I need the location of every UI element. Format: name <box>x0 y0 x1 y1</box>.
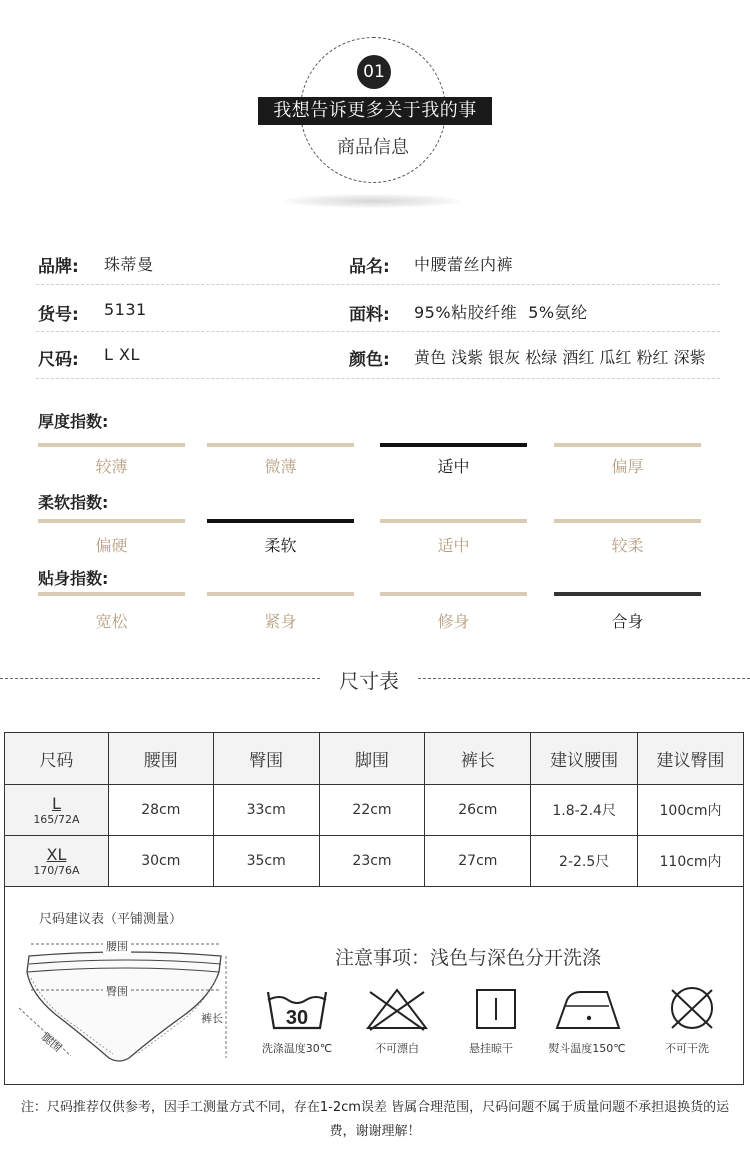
info-divider <box>36 331 720 332</box>
thickness-index-title: 厚度指数: <box>38 412 109 431</box>
measurement-guide <box>4 886 744 1085</box>
section-title: 我想告诉更多关于我的事 <box>258 97 492 125</box>
thickness-option: 微薄 <box>264 457 297 476</box>
fit-option: 紧身 <box>264 612 297 631</box>
softness-bar-4 <box>554 519 701 523</box>
header-shadow <box>283 194 463 208</box>
softness-option-selected: 柔软 <box>264 536 297 555</box>
thickness-option: 较薄 <box>95 457 128 476</box>
wash-30-icon <box>262 986 332 1034</box>
table-cell: 23cm <box>319 836 425 887</box>
color-label: 颜色: <box>349 350 390 370</box>
table-cell: 22cm <box>319 785 425 836</box>
size-fit: 165/72A <box>33 812 80 826</box>
thickness-option: 偏厚 <box>611 457 644 476</box>
care-title: 注意事项：浅色与深色分开洗涤 <box>335 947 602 969</box>
care-item-no-bleach <box>352 986 442 1056</box>
fit-option: 修身 <box>437 612 470 631</box>
size-chart-heading <box>0 664 750 692</box>
info-row-1 <box>0 252 750 282</box>
size-chart-title: 尺寸表 <box>339 669 399 693</box>
softness-bar-1 <box>38 519 185 523</box>
section-subtitle: 商品信息 <box>337 137 409 158</box>
care-item-iron <box>542 986 632 1056</box>
color-value: 黄色 浅紫 银灰 松绿 酒红 瓜红 粉红 深紫 <box>414 348 706 367</box>
fabric-label: 面料: <box>349 305 390 325</box>
table-cell: 1.8-2.4尺 <box>531 785 638 836</box>
column-header: 建议臀围 <box>638 733 744 785</box>
size-cell <box>5 836 109 887</box>
no-dry-clean-icon <box>652 986 722 1034</box>
guide-title: 尺码建议表（平铺测量） <box>39 912 183 927</box>
footnote: 注：尺码推荐仅供参考，因手工测量方式不同，存在1-2cm误差 皆属合理范围，尺码问题不属于质量问题不承担退换货的运费，谢谢理解！ <box>20 1100 730 1139</box>
softness-option: 较柔 <box>611 536 644 555</box>
sku-value: 5131 <box>104 300 147 319</box>
wash-temp-text: 30 <box>285 1007 309 1029</box>
care-label: 不可干洗 <box>665 1042 709 1055</box>
brand-label: 品牌: <box>38 257 79 277</box>
care-label: 悬挂晾干 <box>469 1042 513 1055</box>
softness-index-title: 柔软指数: <box>38 493 109 512</box>
leg-label: 腿围 <box>39 1030 65 1055</box>
softness-bar-3 <box>380 519 527 523</box>
column-header: 腰围 <box>108 733 213 785</box>
table-row <box>5 785 744 836</box>
table-cell: 110cm内 <box>638 836 744 887</box>
table-cell: 2-2.5尺 <box>531 836 638 887</box>
sku-label: 货号: <box>38 305 79 325</box>
fabric-value: 95%粘胶纤维 5%氨纶 <box>414 303 588 322</box>
product-name-value: 中腰蕾丝内裤 <box>414 255 514 274</box>
column-header: 裤长 <box>425 733 531 785</box>
softness-bar-2-selected <box>207 519 354 523</box>
length-label: 裤长 <box>201 1012 223 1025</box>
heading-dash-right <box>418 678 750 679</box>
waist-label: 腰围 <box>103 938 131 954</box>
product-name-label: 品名: <box>349 257 390 277</box>
fit-bar-4-selected <box>554 592 701 596</box>
table-cell: 33cm <box>213 785 319 836</box>
thickness-bar-1 <box>38 443 185 447</box>
table-cell: 30cm <box>108 836 213 887</box>
fit-bar-3 <box>380 592 527 596</box>
size-table-header-row <box>5 733 744 785</box>
thickness-option-selected: 适中 <box>437 457 470 476</box>
table-cell: 27cm <box>425 836 531 887</box>
table-cell: 26cm <box>425 785 531 836</box>
size-code: XL <box>46 844 67 864</box>
care-label: 洗涤温度30℃ <box>261 1042 333 1055</box>
care-item-no-dry-clean <box>642 986 732 1056</box>
fit-bar-2 <box>207 592 354 596</box>
info-row-2 <box>0 300 750 330</box>
iron-150-icon <box>547 986 627 1034</box>
table-row <box>5 836 744 887</box>
fit-bar-1 <box>38 592 185 596</box>
thickness-bar-2 <box>207 443 354 447</box>
column-header: 臀围 <box>213 733 319 785</box>
info-row-3 <box>0 345 750 375</box>
care-label: 不可漂白 <box>375 1042 419 1055</box>
size-value: L XL <box>104 345 140 364</box>
table-cell: 35cm <box>213 836 319 887</box>
thickness-bar-3-selected <box>380 443 527 447</box>
column-header: 尺码 <box>5 733 109 785</box>
hip-label: 臀围 <box>103 983 131 999</box>
care-item-wash <box>252 986 342 1056</box>
section-number-badge: 01 <box>357 55 391 89</box>
column-header: 建议腰围 <box>531 733 638 785</box>
no-bleach-icon <box>362 986 432 1034</box>
table-cell: 28cm <box>108 785 213 836</box>
size-label: 尺码: <box>38 350 79 370</box>
fit-index-title: 贴身指数: <box>38 569 109 588</box>
brand-value: 珠蒂曼 <box>104 255 154 274</box>
size-cell <box>5 785 109 836</box>
fit-option: 宽松 <box>95 612 128 631</box>
size-fit: 170/76A <box>33 863 80 877</box>
softness-option: 适中 <box>437 536 470 555</box>
column-header: 脚围 <box>319 733 425 785</box>
fit-option-selected: 合身 <box>611 612 644 631</box>
table-cell: 100cm内 <box>638 785 744 836</box>
care-item-hang-dry <box>446 986 536 1056</box>
softness-option: 偏硬 <box>95 536 128 555</box>
size-code: L <box>51 793 61 813</box>
heading-dash-left <box>0 678 320 679</box>
info-divider <box>36 284 720 285</box>
size-table <box>4 732 744 887</box>
thickness-bar-4 <box>554 443 701 447</box>
care-label: 熨斗温度150℃ <box>548 1042 626 1055</box>
hang-dry-icon <box>456 986 526 1034</box>
info-divider <box>36 378 720 379</box>
